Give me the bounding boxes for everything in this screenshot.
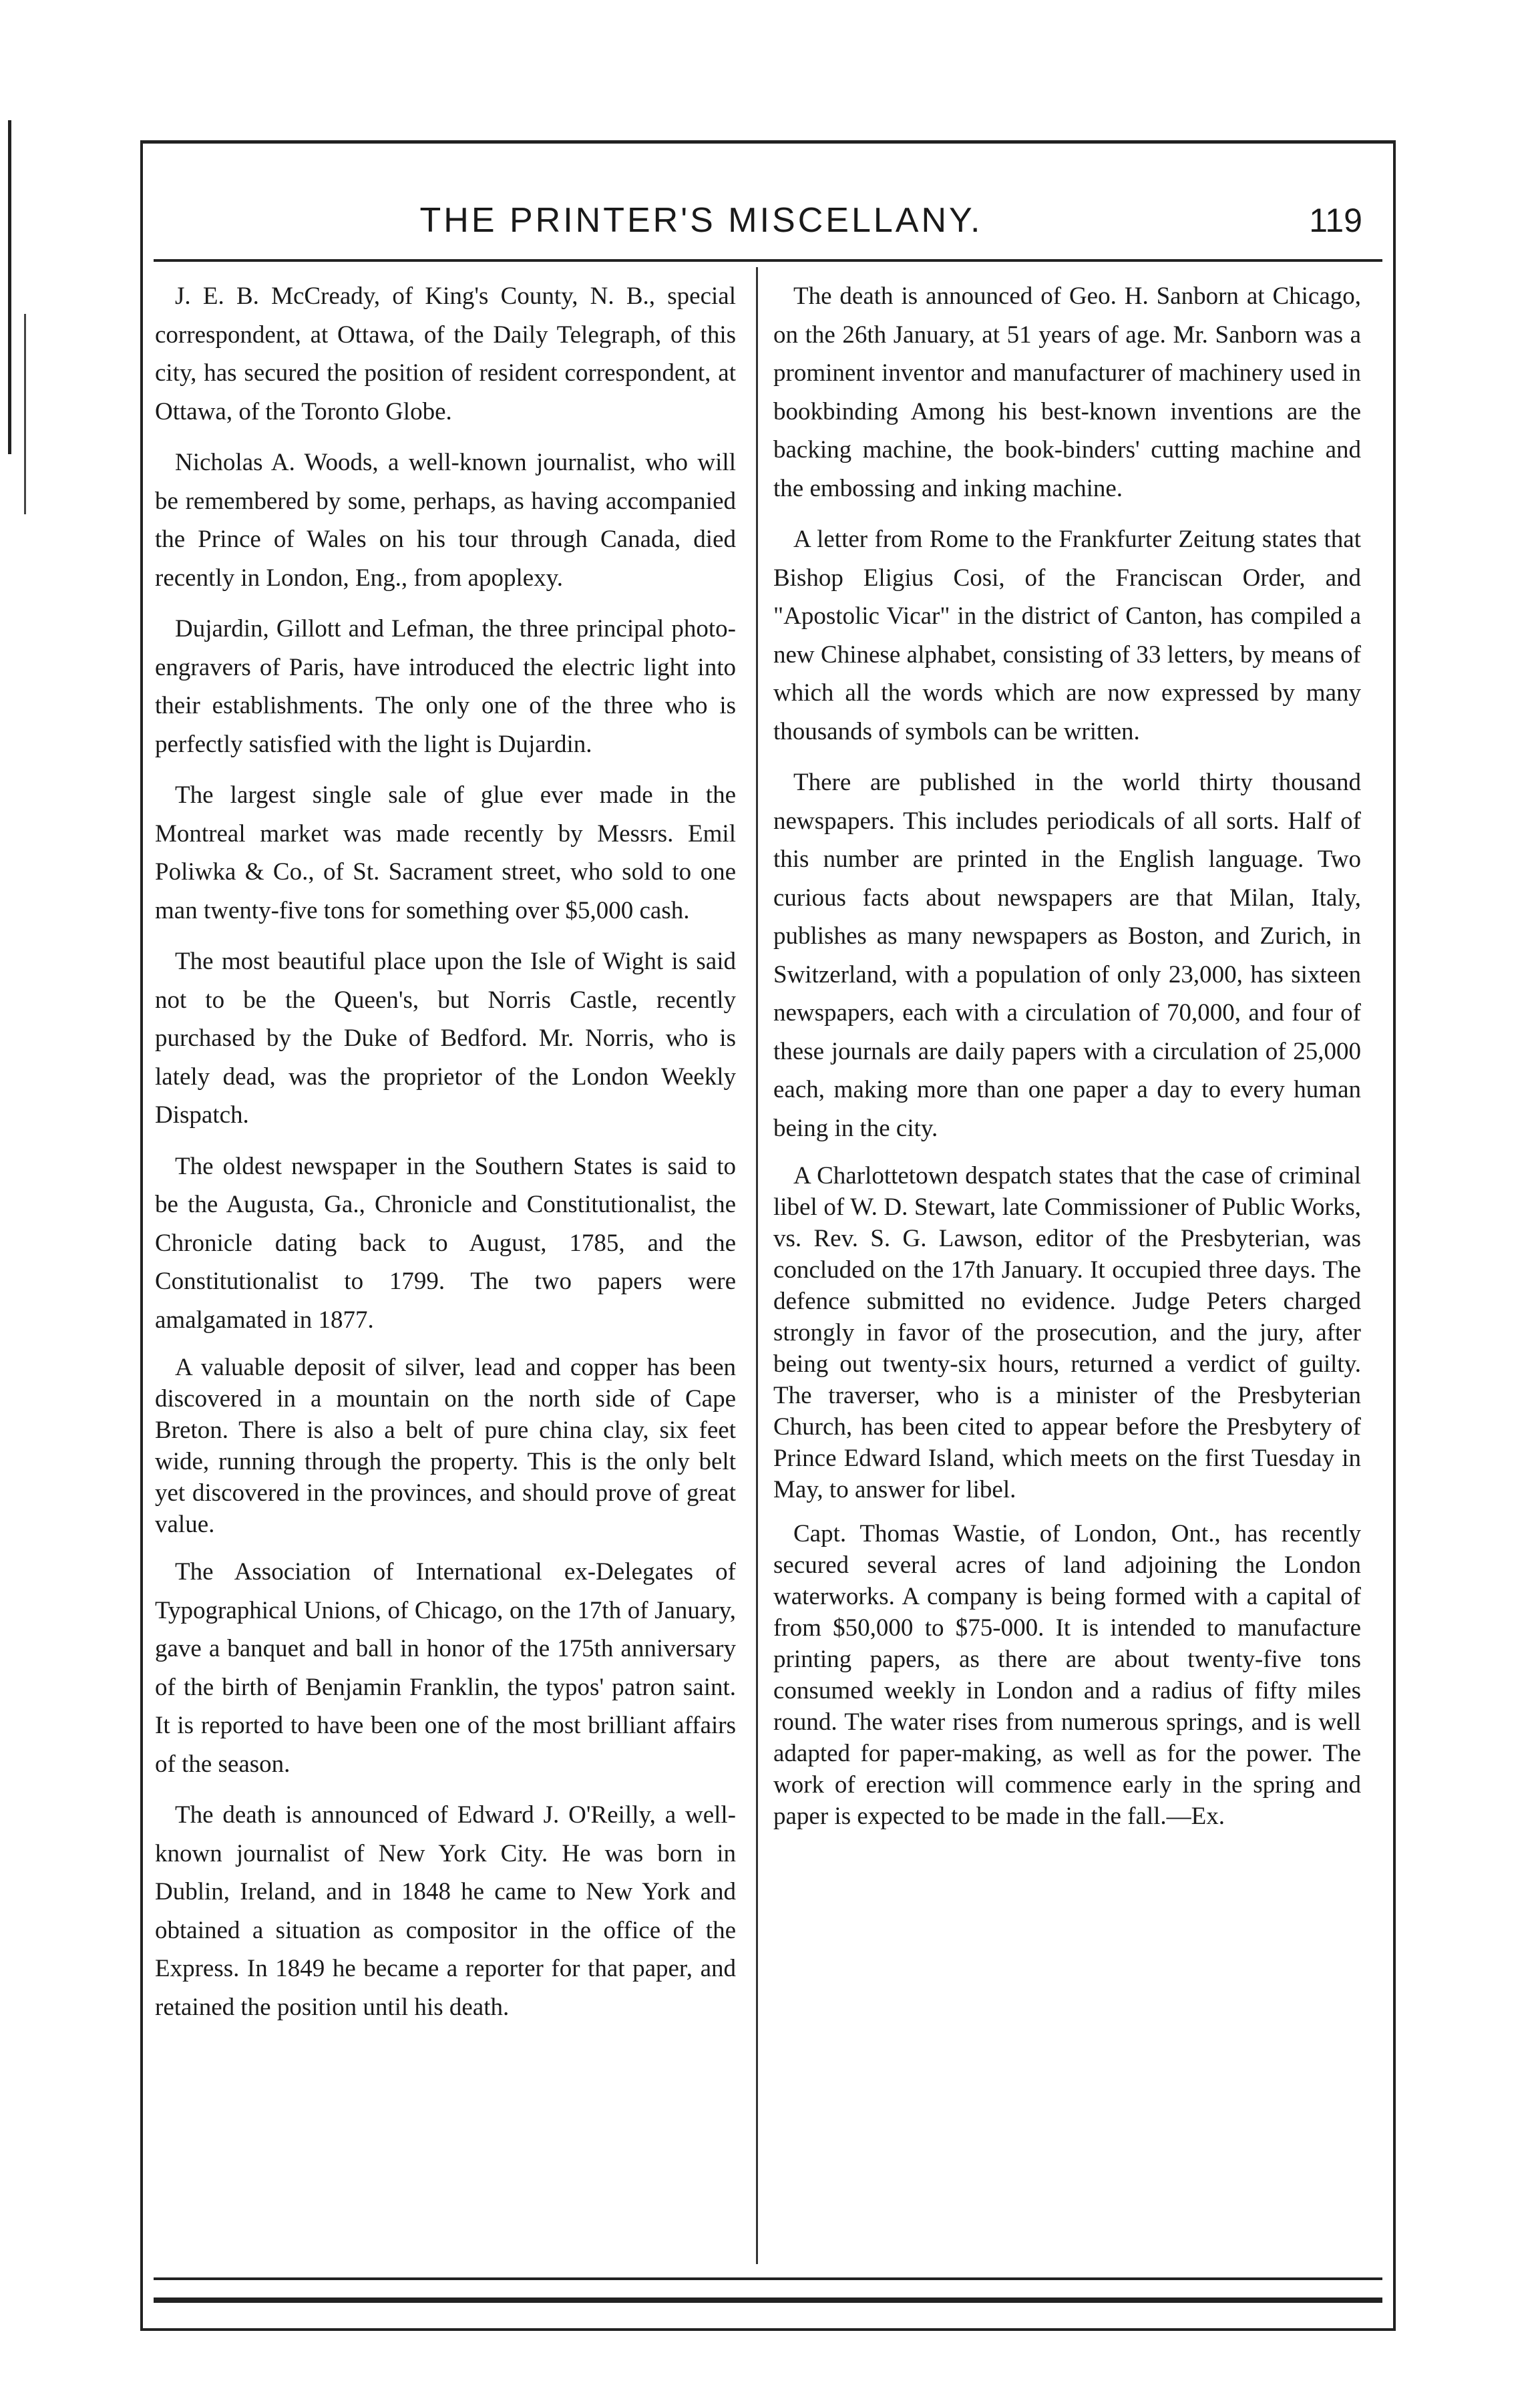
footer-rule (154, 2277, 1382, 2280)
article-newspapers-count: There are published in the world thirty thousand newspapers. This includes periodicals of all sorts. Half of this number are printed in the English language. Two curious facts about newspapers are that Milan, Italy, publishes as many newspapers as Boston, and Zurich, in Switzerland, with a population of only 23,000, has sixteen newspapers, each with a circulation of 70,000, and four of these journals are daily papers with a circulation of 25,000 each, making more than one paper a day to every human being in the city. (773, 769, 1361, 1142)
article-typographical-unions: The Association of International ex-Delegates of Typographical Unions, of Chicago, on the 17th of January, gave a banquet and ball in honor of the 175th anniversary of the birth of Benjamin Franklin, the typos' patron saint. It is reported to have been one of the most brilliant affairs of the season. (155, 1558, 736, 1778)
left-column (155, 277, 736, 2039)
article-sanborn: The death is announced of Geo. H. Sanborn at Chicago, on the 26th January, at 51 years of age. Mr. Sanborn was a prominent inventor and manufacturer of machinery used in bookbinding Among his best-known inventions are the backing machine, the book-binders' cutting machine and the embossing and inking machine. (773, 283, 1361, 502)
right-column (773, 277, 1361, 1845)
article-wastie: Capt. Thomas Wastie, of London, Ont., has recently secured several acres of land adjoining the London waterworks. A company is being formed with a capital of from $50,000 to $75-000. It is intended to manufacture printing papers, as there are about twenty-five tons consumed weekly in London and a radius of fifty miles round. The water rises from numerous springs, and is well adapted for paper-making, as well as for the power. The work of erection will commence early in the spring and paper is expected to be made in the fall.—Ex. (773, 1520, 1361, 1830)
article-woods: Nicholas A. Woods, a well-known journalist, who will be remembered by some, perhaps, as having accompanied the Prince of Wales on his tour through Canada, died recently in London, Eng., from apoplexy. (155, 449, 736, 592)
footer-rule-thick (154, 2297, 1382, 2303)
header-rule (154, 259, 1382, 262)
article-glue-sale: The largest single sale of glue ever made in the Montreal market was made recently by Messrs. Emil Poliwka & Co., of St. Sacrament street, who sold to one man twenty-five tons for something over $5,000 cash. (155, 781, 736, 924)
article-mccready: J. E. B. McCready, of King's County, N. B., special correspondent, at Ottawa, of the Daily Telegraph, of this city, has secured the position of resident correspondent, at Ottawa, of the Toronto Globe. (155, 283, 736, 425)
column-divider (756, 267, 758, 2264)
article-dujardin: Dujardin, Gillott and Lefman, the three principal photo-engravers of Paris, have introduced the electric light into their establishments. The only one of the three who is perfectly satisfied with the light is Dujardin. (155, 615, 736, 758)
article-charlottetown-libel: A Charlottetown despatch states that the case of criminal libel of W. D. Stewart, late Commissioner of Public Works, vs. Rev. S. G. Lawson, editor of the Presbyterian, was concluded on the 17th January. It occupied three days. The defence submitted no evidence. Judge Peters charged strongly in favor of the prosecution, and the jury, after being out twenty-six hours, returned a verdict of guilty. The traverser, who is a minister of the Presbyterian Church, has been cited to appear before the Presbytery of Prince Edward Island, which meets on the first Tuesday in May, to answer for libel. (773, 1162, 1361, 1503)
running-title: THE PRINTER'S MISCELLANY. (419, 201, 983, 240)
article-chinese-alphabet: A letter from Rome to the Frankfurter Zeitung states that Bishop Eligius Cosi, of the Franciscan Order, and "Apostolic Vicar" in the district of Canton, has compiled a new Chinese alphabet, consisting of 33 letters, by means of which all the words which are now expressed by many thousands of symbols can be written. (773, 526, 1361, 745)
article-oldest-newspaper: The oldest newspaper in the Southern States is said to be the Augusta, Ga., Chronicle and Constitutionalist, the Chronicle dating back to August, 1785, and the Constitutionalist to 1799. The two papers were amalgamated in 1877. (155, 1152, 736, 1334)
page-number: 119 (1309, 202, 1362, 239)
scan-margin-rule (8, 120, 11, 454)
page-header (154, 194, 1382, 247)
scan-margin-rule-secondary (24, 314, 26, 514)
article-isle-of-wight: The most beautiful place upon the Isle of Wight is said not to be the Queen's, but Norris Castle, recently purchased by the Duke of Bedford. Mr. Norris, who is lately dead, was the proprietor of the London Weekly Dispatch. (155, 948, 736, 1129)
article-oreilly: The death is announced of Edward J. O'Reilly, a well-known journalist of New York City. He was born in Dublin, Ireland, and in 1848 he came to New York and obtained a situation as compositor in the office of the Express. In 1849 he became a reporter for that paper, and retained the position until his death. (155, 1801, 736, 2021)
article-cape-breton: A valuable deposit of silver, lead and copper has been discovered in a mountain on the north side of Cape Breton. There is also a belt of pure china clay, six feet wide, running through the property. This is the only belt yet discovered in the provinces, and should prove of great value. (155, 1354, 736, 1538)
